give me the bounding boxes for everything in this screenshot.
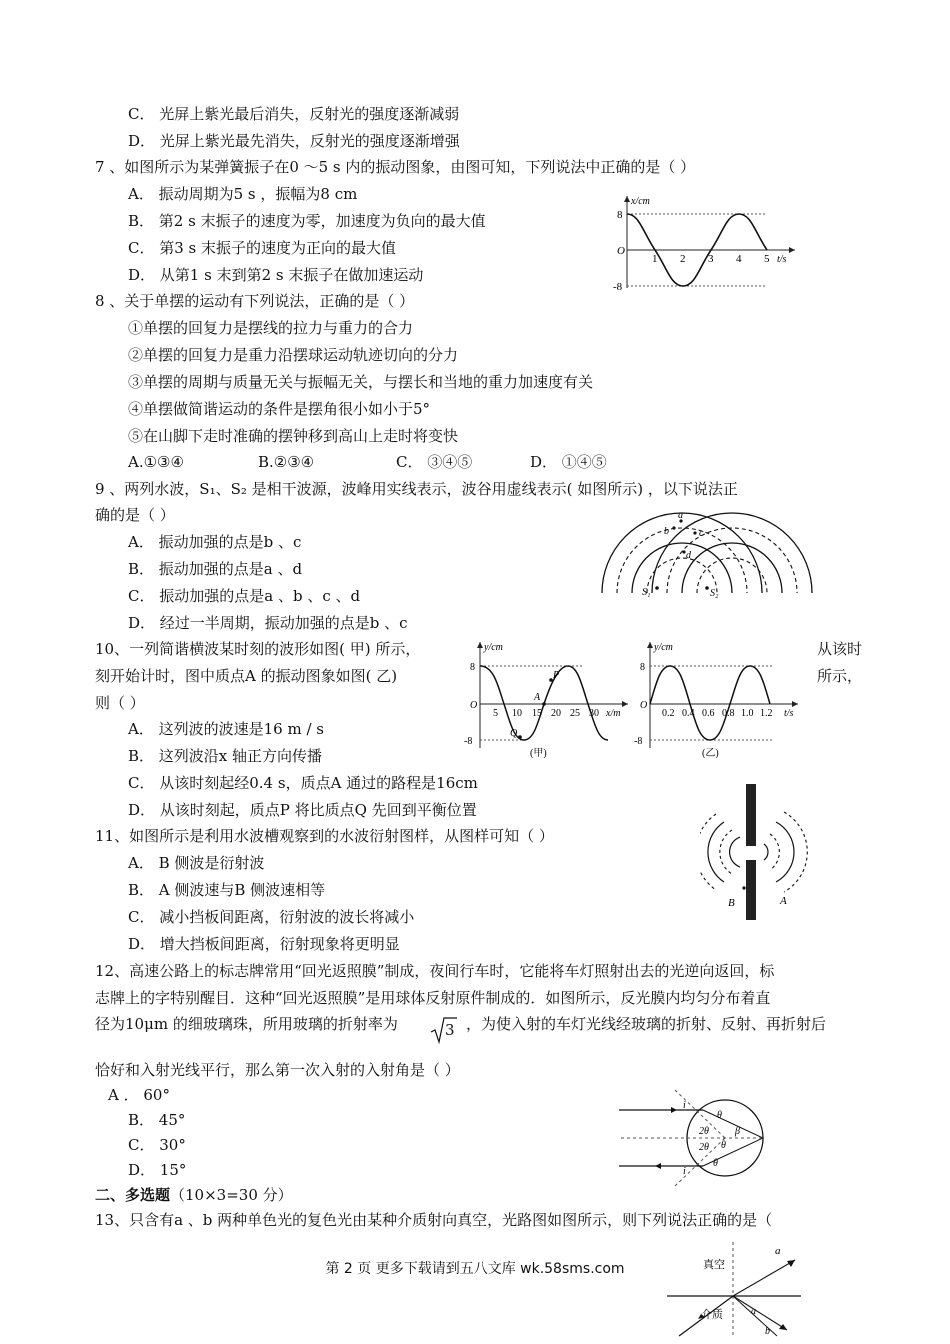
q12-theta-mid: θ: [721, 1140, 726, 1151]
q10-yi-caption: (乙): [702, 748, 719, 759]
q10-option-a: A． 这列波的波速是16 m / s: [128, 720, 324, 738]
q10-stem-line2-right: 所示，: [817, 667, 863, 685]
q10-yi-tick-0.6: 0.6: [702, 708, 715, 719]
q7-vibration-graph: [605, 192, 800, 292]
q11-option-b: B． A 侧波速与B 侧波速相等: [128, 881, 326, 899]
q7-tick-3: 3: [708, 253, 714, 265]
q11-option-c: C． 减小挡板间距离，衍射波的波长将减小: [128, 908, 415, 926]
q10-jia-tick-15: 15: [532, 708, 542, 719]
q7-option-a: A． 振动周期为5 s ，振幅为8 cm: [128, 185, 358, 203]
q12-two-theta-top: 2θ: [699, 1126, 709, 1137]
q12-beta: β: [735, 1126, 740, 1137]
q10-yi-tick-0.2: 0.2: [662, 708, 675, 719]
q12-incident-angle-top: i: [683, 1100, 686, 1111]
q11-option-a: A． B 侧波是衍射波: [128, 854, 265, 872]
q10-waveform-jia: [462, 636, 630, 760]
q6-option-d: D． 光屏上紫光最先消失，反射光的强度逐渐增强: [128, 132, 460, 150]
q12-sqrt-value: 3: [445, 1021, 455, 1039]
q10-yi-y-min-tick: -8: [634, 736, 643, 747]
q10-stem-line3: 则（ ）: [95, 694, 145, 712]
q10-jia-tick-5: 5: [493, 708, 498, 719]
q11-side-a-label: A: [780, 895, 787, 907]
q10-stem-line1-left: 10、一列简谐横波某时刻的波形如图( 甲) 所示，: [95, 640, 421, 658]
q8-option-a: A.①③④: [128, 453, 184, 471]
q12-option-c: C． 30°: [128, 1136, 186, 1154]
q12-theta-top: θ: [717, 1110, 722, 1121]
q10-yi-y-max-tick: 8: [640, 662, 645, 673]
q10-jia-point-a-label: A: [534, 692, 541, 703]
q10-jia-tick-10: 10: [512, 708, 522, 719]
q7-tick-1: 1: [652, 253, 658, 265]
q10-jia-y-max-tick: 8: [470, 662, 475, 673]
q6-option-c: C． 光屏上紫光最后消失，反射光的强度逐渐减弱: [128, 105, 460, 123]
q9-source-s1-label: S₁: [642, 587, 651, 598]
page-footer: 第 2 页 更多下载请到五八文库 wk.58sms.com: [325, 1261, 625, 1277]
q11-option-d: D． 增大挡板间距离，衍射现象将更明显: [128, 935, 400, 953]
q10-stem-line1-right: 从该时: [817, 640, 863, 658]
q10-jia-y-min-tick: -8: [464, 736, 473, 747]
q10-jia-origin-label: O: [470, 700, 478, 711]
q8-option-c: C． ③④⑤: [396, 453, 473, 471]
q10-vibration-graph-yi: [632, 636, 802, 760]
q8-statement-1: ①单摆的回复力是摆线的拉力与重力的合力: [128, 319, 414, 337]
q10-jia-yaxis-label: y/cm: [484, 642, 503, 653]
q9-option-a: A． 振动加强的点是b 、c: [128, 533, 302, 551]
q8-statement-3: ③单摆的周期与质量无关与振幅无关，与摆长和当地的重力加速度有关: [128, 373, 594, 391]
q12-stem-line3-left: 径为10μm 的细玻璃珠，所用玻璃的折射率为: [95, 1015, 398, 1033]
q13-stem: 13、只含有a 、b 两种单色光的复色光由某种介质射向真空，光路图如图所示，则下列说法正确的是（: [95, 1211, 773, 1229]
q8-stem: 8 、关于单摆的运动有下列说法，正确的是（ ）: [95, 292, 415, 310]
q10-stem-line2-left: 刻开始计时，图中质点A 的振动图象如图( 乙): [95, 667, 398, 685]
q7-stem: 7 、如图所示为某弹簧振子在0 ～5 s 内的振动图象，由图可知，下列说法中正确的是（ ）: [95, 158, 696, 176]
q7-y-max-tick: 8: [617, 209, 623, 221]
q7-y-min-tick: -8: [613, 281, 623, 292]
q12-option-a: A ． 60°: [108, 1086, 170, 1104]
q13-vacuum-label: 真空: [703, 1259, 725, 1271]
q10-yi-origin-label: O: [640, 700, 648, 711]
q9-stem-line2: 确的是（ ）: [95, 506, 175, 524]
q10-yi-tick-1.0: 1.0: [741, 708, 754, 719]
q11-side-b-label: B: [728, 897, 735, 909]
q7-option-d: D． 从第1 s 末到第2 s 末振子在做加速运动: [128, 266, 424, 284]
q9-point-c-label: c: [699, 528, 704, 539]
q7-tick-5: 5: [764, 253, 770, 265]
q9-option-d: D． 经过一半周期，振动加强的点是b 、c: [128, 614, 408, 632]
q7-xaxis-label: t/s: [777, 254, 787, 265]
q8-statement-4: ④单摆做简谐运动的条件是摆角很小如小于5°: [128, 400, 431, 418]
q12-option-d: D． 15°: [128, 1161, 187, 1179]
q9-interference-diagram: [592, 508, 842, 608]
q8-option-d: D． ①④⑤: [530, 453, 607, 471]
q12-stem-line4: 恰好和入射光线平行，那么第一次入射的入射角是（ ）: [95, 1061, 460, 1079]
q10-jia-tick-20: 20: [551, 708, 561, 719]
q10-jia-caption: (甲): [530, 748, 547, 759]
q10-yi-tick-0.4: 0.4: [682, 708, 695, 719]
q12-stem-line1: 12、高速公路上的标志牌常用“回光返照膜”制成，夜间行车时，它能将车灯照射出去的光逆向返回，标: [95, 962, 775, 980]
q9-option-c: C． 振动加强的点是a 、b 、c 、d: [128, 587, 361, 605]
q8-statement-5: ⑤在山脚下走时准确的摆钟移到高山上走时将变快: [128, 427, 459, 445]
q12-stem-line2: 志牌上的字特别醒目．这种“回光返照膜”是用球体反射原件制成的．如图所示，反光膜内均匀分布着直: [95, 989, 771, 1007]
q8-option-b: B.②③④: [258, 453, 315, 471]
q9-point-b-label: b: [664, 526, 669, 537]
q10-option-b: B． 这列波沿x 轴正方向传播: [128, 747, 323, 765]
q10-yi-tick-1.2: 1.2: [760, 708, 773, 719]
q9-point-d-label: d: [686, 550, 691, 561]
q11-stem: 11、如图所示是利用水波槽观察到的水波衍射图样，从图样可知（ ）: [95, 827, 554, 845]
q9-source-s2-label: S₂: [710, 588, 719, 599]
q7-tick-4: 4: [736, 253, 742, 265]
q11-diffraction-diagram: [700, 782, 810, 922]
q12-incident-angle-bottom: i: [683, 1166, 686, 1177]
section2-title: 二、多选题: [95, 1186, 171, 1204]
q8-statement-2: ②单摆的回复力是重力沿摆球运动轨迹切向的分力: [128, 346, 459, 364]
q7-origin-label: O: [617, 245, 625, 257]
section2-heading: [95, 1185, 293, 1205]
q12-stem-line3-right: ，为使入射的车灯光线经玻璃的折射、反射、再折射后: [466, 1015, 827, 1033]
q12-two-theta-bottom: 2θ: [699, 1142, 709, 1153]
q13-refraction-diagram: [665, 1238, 805, 1338]
q12-retroreflector-diagram: [615, 1088, 765, 1188]
q7-option-b: B． 第2 s 末振子的速度为零，加速度为负向的最大值: [128, 212, 486, 230]
q9-option-b: B． 振动加强的点是a 、d: [128, 560, 303, 578]
q7-yaxis-label: x/cm: [631, 196, 650, 207]
q10-jia-tick-25: 25: [570, 708, 580, 719]
q10-jia-point-p-label: P: [553, 670, 560, 681]
q10-yi-yaxis-label: y/cm: [654, 642, 673, 653]
q9-stem-line1: 9 、两列水波，S₁、S₂ 是相干波源，波峰用实线表示，波谷用虚线表示( 如图所示) ，以下说法正: [95, 480, 738, 498]
section2-score: （10×3=30 分）: [170, 1186, 293, 1204]
q10-jia-xaxis-label: x/m: [606, 708, 621, 719]
q10-jia-tick-30: 30: [589, 708, 599, 719]
q7-tick-2: 2: [680, 253, 686, 265]
q13-ray-a-label-medium: a: [751, 1306, 756, 1317]
q7-option-c: C． 第3 s 末振子的速度为正向的最大值: [128, 239, 397, 257]
q13-medium-label: 介质: [701, 1309, 723, 1321]
q10-jia-point-q-label: Q: [510, 728, 518, 739]
q10-yi-tick-0.8: 0.8: [722, 708, 735, 719]
q10-option-c: C． 从该时刻起经0.4 s，质点A 通过的路程是16cm: [128, 774, 478, 792]
q12-theta-bottom: θ: [713, 1158, 718, 1169]
q10-option-d: D． 从该时刻起，质点P 将比质点Q 先回到平衡位置: [128, 801, 477, 819]
q9-point-a-label: a: [678, 510, 683, 521]
q13-ray-b-label: b: [765, 1326, 770, 1337]
q10-yi-xaxis-label: t/s: [784, 708, 794, 719]
q12-option-b: B． 45°: [128, 1111, 186, 1129]
q13-ray-a-label-vacuum: a: [775, 1245, 781, 1257]
